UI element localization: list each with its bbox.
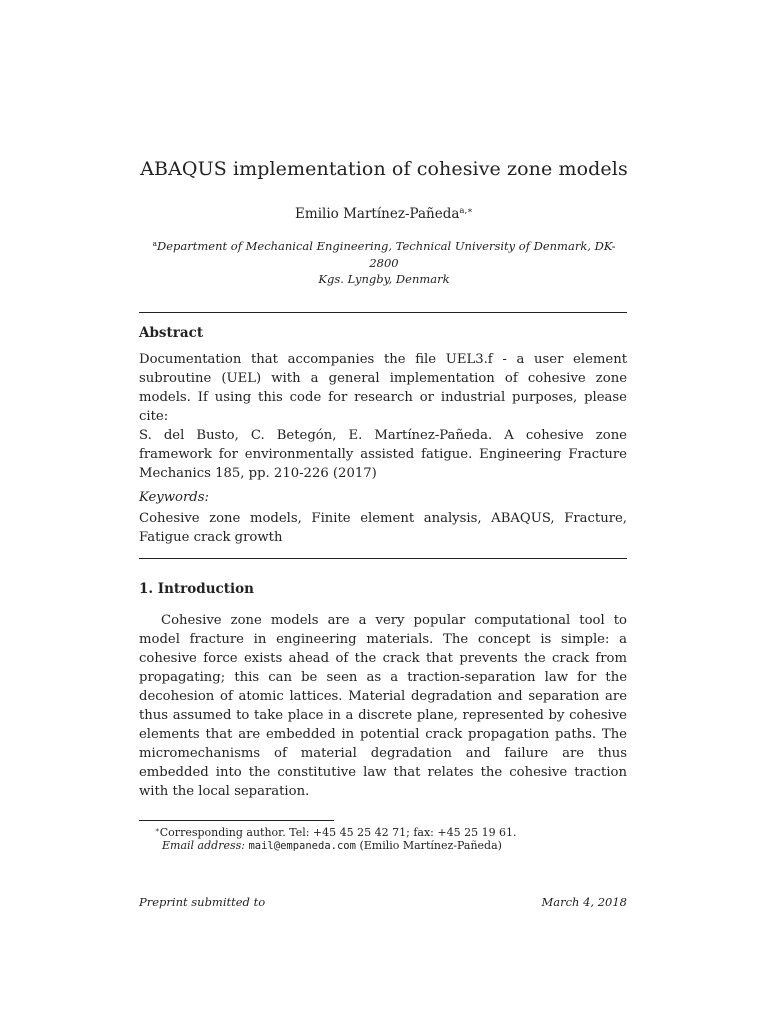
- email-link[interactable]: mail@empaneda.com: [248, 840, 356, 852]
- email-owner: (Emilio Martínez-Pañeda): [359, 839, 502, 852]
- abstract-top-rule: [139, 312, 627, 313]
- abstract-text: Documentation that accompanies the file UEL3.f - a user element subroutine (UEL) with a general implementation of cohesive zone models. If using this code for research or industrial purposes, please cite:: [139, 352, 627, 424]
- email-label: Email address:: [162, 839, 245, 852]
- affiliation: [140, 236, 628, 288]
- footnote-email: [162, 838, 634, 854]
- keywords-label: Keywords:: [139, 490, 209, 505]
- affiliation-mark: a: [152, 239, 158, 248]
- author-name: Emilio Martínez-Pañeda: [295, 206, 460, 222]
- footer-preprint: Preprint submitted to: [139, 895, 266, 909]
- abstract-citation: S. del Busto, C. Betegón, E. Martínez-Pañeda. A cohesive zone framework for environmentally assisted fatigue. Engineering Fracture Mechanics 185, pp. 210-226 (2017): [139, 428, 627, 481]
- abstract-bottom-rule: [139, 558, 627, 559]
- affiliation-line-2: Kgs. Lyngby, Denmark: [318, 272, 450, 286]
- affiliation-line-1: Department of Mechanical Engineering, Technical University of Denmark, DK-2800: [157, 239, 616, 270]
- paper-title: ABAQUS implementation of cohesive zone models: [140, 158, 628, 180]
- footnote-rule: [139, 820, 334, 821]
- introduction-paragraph: Cohesive zone models are a very popular computational tool to model fracture in engineering materials. The concept is simple: a cohesive force exists ahead of the crack that prevents the crack from propagating; this can be seen as a traction-separation law for the decohesion of atomic lattices. Material degradation and separation are thus assumed to take place in a discrete plane, represented by cohesive elements that are embedded in potential crack propagation paths. The micromechanisms of material degradation and failure are thus embedded into the constitutive law that relates the cohesive traction with the local separation.: [139, 613, 627, 799]
- section-heading-introduction: 1. Introduction: [139, 581, 254, 597]
- footnote-corresponding-text: Corresponding author. Tel: +45 45 25 42 71; fax: +45 25 19 61.: [159, 826, 517, 839]
- author-marks: a,∗: [459, 206, 473, 216]
- keywords-text: Cohesive zone models, Finite element analysis, ABAQUS, Fracture, Fatigue crack growth: [139, 511, 627, 545]
- footer-date: March 4, 2018: [541, 895, 627, 909]
- author-line: [0, 206, 768, 222]
- abstract-heading: Abstract: [139, 325, 204, 341]
- footnote-mark: ∗: [155, 826, 160, 834]
